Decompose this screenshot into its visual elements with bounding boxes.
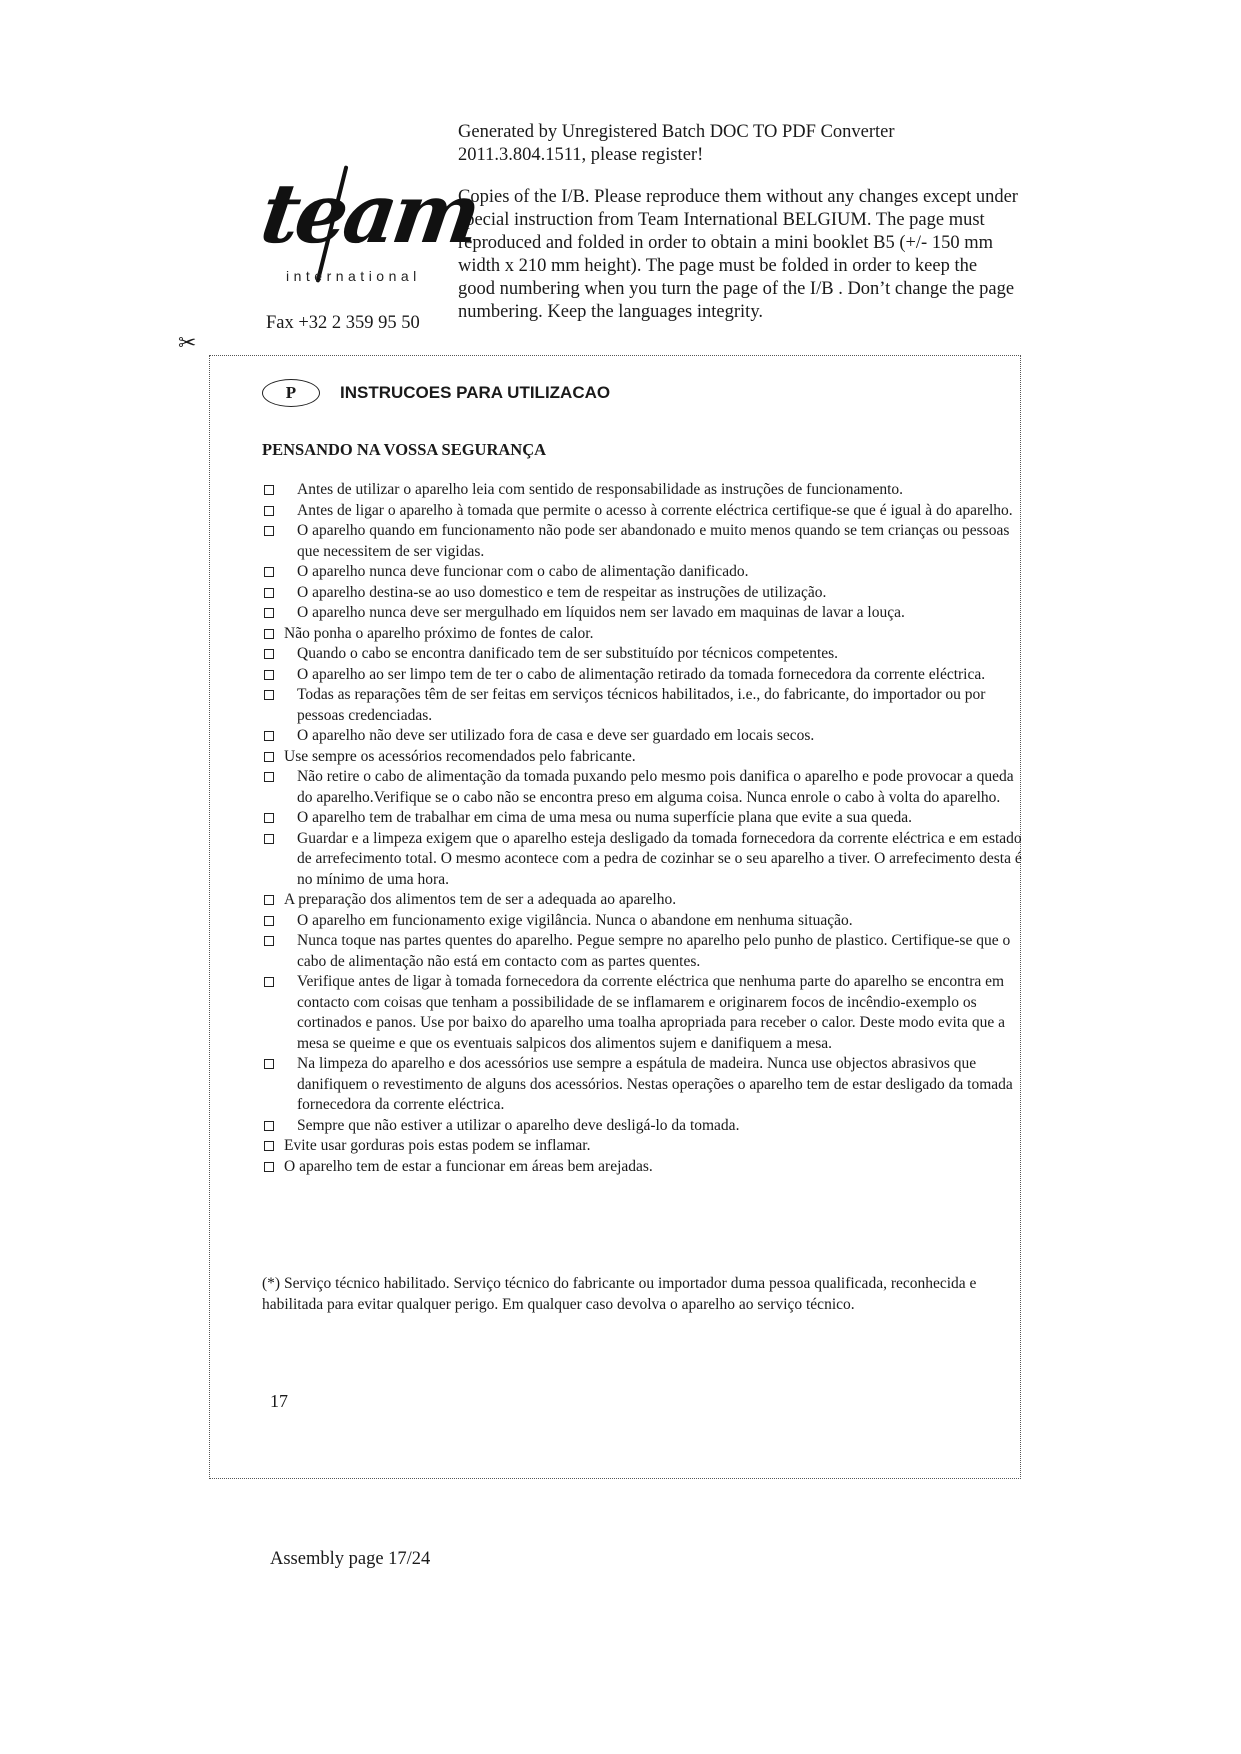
rule-text: Todas as reparações têm de ser feitas em serviços técnicos habilitados, i.e., do fabricante, do importador ou por pessoas credenciadas. — [297, 686, 986, 724]
list-item — [262, 501, 1022, 522]
list-item — [262, 931, 1022, 972]
rule-text: O aparelho em funcionamento exige vigilância. Nunca o abandone em nenhuma situação. — [297, 911, 853, 929]
checkbox-bullet-icon — [264, 936, 274, 946]
rule-text: Não retire o cabo de alimentação da tomada puxando pelo mesmo pois danifica o aparelho e pode provocar a queda do aparelho.Verifique se o cabo não se encontra preso em alguma coisa. Nunca enrole o cabo à volta do aparelho. — [297, 768, 1014, 806]
checkbox-bullet-icon — [264, 834, 274, 844]
checkbox-bullet-icon — [264, 608, 274, 618]
checkbox-bullet-icon — [264, 1162, 274, 1172]
list-item — [262, 747, 1022, 768]
checkbox-bullet-icon — [264, 977, 274, 987]
rule-text: Na limpeza do aparelho e dos acessórios use sempre a espátula de madeira. Nunca use objectos abrasivos que danifiquem o revestimento de alguns dos acessórios. Nestas operações o aparelho tem de estar desligado da tomada fornecedora da corrente eléctrica. — [297, 1055, 1013, 1113]
rule-text: Sempre que não estiver a utilizar o aparelho deve desligá-lo da tomada. — [297, 1116, 740, 1134]
rule-text: Nunca toque nas partes quentes do aparelho. Pegue sempre no aparelho pelo punho de plastico. Certifique-se que o cabo de alimentação não está em contacto com as partes quentes. — [297, 932, 1011, 970]
list-item — [262, 911, 1022, 932]
rule-text: Quando o cabo se encontra danificado tem de ser substituído por técnicos competentes. — [297, 645, 839, 662]
list-item — [262, 1054, 1022, 1116]
checkbox-bullet-icon — [264, 895, 274, 905]
rule-text: Evite usar gorduras pois estas podem se inflamar. — [284, 1137, 591, 1154]
list-item — [262, 521, 1022, 562]
checkbox-bullet-icon — [264, 670, 274, 680]
checkbox-bullet-icon — [264, 567, 274, 577]
rule-text: Antes de utilizar o aparelho leia com sentido de responsabilidade as instruções de funcionamento. — [297, 481, 904, 498]
rule-text: O aparelho quando em funcionamento não pode ser abandonado e muito menos quando se tem crianças ou pessoas que necessitem de ser vigidas. — [297, 522, 1010, 560]
checkbox-bullet-icon — [264, 916, 274, 926]
scissors-icon: ✂ — [178, 331, 197, 356]
list-item — [262, 890, 1022, 911]
list-item — [262, 603, 1022, 624]
rule-text: O aparelho destina-se ao uso domestico e tem de respeitar as instruções de utilização. — [297, 583, 827, 601]
list-item — [262, 644, 1022, 665]
checkbox-bullet-icon — [264, 752, 274, 762]
checkbox-bullet-icon — [264, 1059, 274, 1069]
rule-text: Antes de ligar o aparelho à tomada que permite o acesso à corrente eléctrica certifique-se que é igual à do aparelho. — [297, 501, 1013, 519]
list-item — [262, 1116, 1022, 1137]
rule-text: A preparação dos alimentos tem de ser a adequada ao aparelho. — [284, 891, 677, 908]
list-item — [262, 624, 1022, 645]
checkbox-bullet-icon — [264, 485, 274, 495]
rule-text: Não ponha o aparelho próximo de fontes de calor. — [284, 624, 594, 642]
list-item — [262, 1136, 1022, 1157]
checkbox-bullet-icon — [264, 526, 274, 536]
checkbox-bullet-icon — [264, 731, 274, 741]
safety-heading: PENSANDO NA VOSSA SEGURANÇA — [262, 440, 547, 459]
checkbox-bullet-icon — [264, 1141, 274, 1151]
rule-text: O aparelho nunca deve funcionar com o cabo de alimentação danificado. — [297, 563, 749, 580]
checkbox-bullet-icon — [264, 772, 274, 782]
list-item — [262, 685, 1022, 726]
checkbox-bullet-icon — [264, 629, 274, 639]
fax-number: Fax +32 2 359 95 50 — [266, 313, 420, 333]
list-item — [262, 808, 1022, 829]
checkbox-bullet-icon — [264, 506, 274, 516]
rule-text: O aparelho ao ser limpo tem de ter o cabo de alimentação retirado da tomada fornecedora da corrente eléctrica. — [297, 665, 986, 683]
booklet-page — [209, 355, 1021, 1479]
list-item — [262, 726, 1022, 747]
rule-text: O aparelho nunca deve ser mergulhado em líquidos nem ser lavado em maquinas de lavar a louça. — [297, 604, 905, 621]
rule-text: Verifique antes de ligar à tomada fornecedora da corrente eléctrica que nenhuma parte do aparelho se encontra em contacto com coisas que tenham a possibilidade de se inflamarem e originarem focos de incêndio-exemplo os cortinados e panos. Use por baixo do aparelho uma toalha apropriada para receber o calor. Deste modo evita que a mesa se queime e que os eventuais salpicos dos alimentos sujem e danifiquem a mesa. — [297, 973, 1005, 1052]
checkbox-bullet-icon — [264, 649, 274, 659]
list-item — [262, 829, 1022, 891]
logo-wordmark: team — [255, 166, 483, 262]
converter-notice: Generated by Unregistered Batch DOC TO PDF Converter 2011.3.804.1511, please register! — [458, 122, 895, 165]
logo-subtitle: international — [286, 268, 421, 284]
checkbox-bullet-icon — [264, 588, 274, 598]
list-item — [262, 665, 1022, 686]
list-item — [262, 583, 1022, 604]
safety-rules-list — [262, 480, 1022, 1177]
checkbox-bullet-icon — [264, 690, 274, 700]
reproduction-instructions: Copies of the I/B. Please reproduce them without any changes except under special instruction from Team International BELGIUM. The page must reproduced and folded in order to obtain a mini booklet B5 (+/- 150 mm width x 210 mm height). The page must be folded in order to keep the good numbering when you turn the page of the I/B . Don’t change the page numbering. Keep the languages integrity. — [458, 187, 1018, 322]
list-item — [262, 1157, 1022, 1178]
list-item — [262, 562, 1022, 583]
section-title: INSTRUCOES PARA UTILIZACAO — [340, 383, 611, 402]
checkbox-bullet-icon — [264, 1121, 274, 1131]
page-number: 17 — [270, 1391, 288, 1411]
rule-text: Guardar e a limpeza exigem que o aparelho esteja desligado da tomada fornecedora da corrente eléctrica e em estado de arrefecimento total. O mesmo acontece com a pedra de cozinhar se o seu aparelho a tiver. O arrefecimento desta é no mínimo de uma hora. — [297, 829, 1022, 888]
list-item — [262, 767, 1022, 808]
list-item — [262, 972, 1022, 1054]
service-footnote: (*) Serviço técnico habilitado. Serviço técnico do fabricante ou importador duma pessoa qualificada, reconhecida e habilitada para evitar qualquer perigo. Em qualquer caso devolva o aparelho ao serviço técnico. — [262, 1275, 977, 1313]
list-item — [262, 480, 1022, 501]
checkbox-bullet-icon — [264, 813, 274, 823]
team-international-logo — [255, 164, 483, 300]
converter-header — [458, 121, 1018, 324]
language-badge: P — [262, 379, 320, 407]
rule-text: O aparelho não deve ser utilizado fora de casa e deve ser guardado em locais secos. — [297, 727, 815, 744]
rule-text: O aparelho tem de trabalhar em cima de uma mesa ou numa superfície plana que evite a sua queda. — [297, 809, 913, 826]
assembly-page-label: Assembly page 17/24 — [270, 1549, 431, 1569]
rule-text: Use sempre os acessórios recomendados pelo fabricante. — [284, 747, 636, 765]
rule-text: O aparelho tem de estar a funcionar em áreas bem arejadas. — [284, 1157, 653, 1175]
